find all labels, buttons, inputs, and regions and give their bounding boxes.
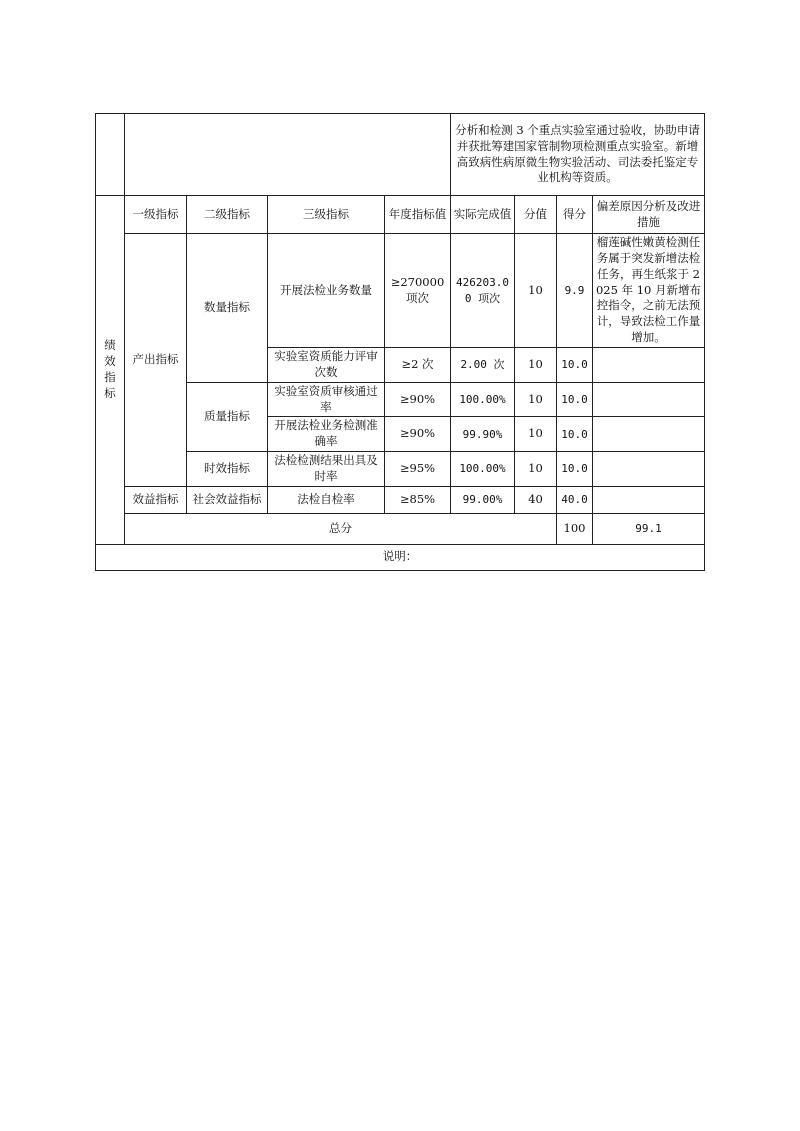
table-row bbox=[96, 382, 705, 417]
weight-cell: 40 bbox=[515, 486, 557, 513]
header-annual-target: 年度指标值 bbox=[385, 196, 451, 234]
indicator-cell: 开展法检业务检测准确率 bbox=[268, 417, 385, 452]
score-cell: 9.9 bbox=[557, 234, 593, 348]
group-output: 产出指标 bbox=[125, 234, 187, 487]
header-deviation: 偏差原因分析及改进措施 bbox=[593, 196, 705, 234]
empty-cell bbox=[125, 114, 451, 196]
footer-row bbox=[96, 544, 705, 570]
indicator-cell: 实验室资质审核通过率 bbox=[268, 382, 385, 417]
total-score: 99.1 bbox=[593, 513, 705, 544]
header-actual: 实际完成值 bbox=[451, 196, 515, 234]
total-row bbox=[96, 513, 705, 544]
actual-cell: 426203.00 项次 bbox=[451, 234, 515, 348]
weight-cell: 10 bbox=[515, 417, 557, 452]
indicator-cell: 法检自检率 bbox=[268, 486, 385, 513]
total-label: 总分 bbox=[125, 513, 557, 544]
total-weight: 100 bbox=[557, 513, 593, 544]
table-row bbox=[96, 486, 705, 513]
header-level2: 二级指标 bbox=[187, 196, 268, 234]
header-row bbox=[96, 196, 705, 234]
deviation-note bbox=[593, 348, 705, 383]
weight-cell: 10 bbox=[515, 382, 557, 417]
indicator-cell: 实验室资质能力评审次数 bbox=[268, 348, 385, 383]
actual-cell: 99.00% bbox=[451, 486, 515, 513]
header-weight: 分值 bbox=[515, 196, 557, 234]
weight-cell: 10 bbox=[515, 348, 557, 383]
weight-cell: 10 bbox=[515, 452, 557, 487]
target-cell: ≥270000 项次 bbox=[385, 234, 451, 348]
indicator-cell: 法检检测结果出具及时率 bbox=[268, 452, 385, 487]
group-social-benefit: 社会效益指标 bbox=[187, 486, 268, 513]
performance-table bbox=[95, 113, 705, 571]
section-label: 绩 效 指 标 bbox=[96, 196, 125, 545]
target-cell: ≥90% bbox=[385, 417, 451, 452]
target-cell: ≥90% bbox=[385, 382, 451, 417]
score-cell: 40.0 bbox=[557, 486, 593, 513]
deviation-note bbox=[593, 382, 705, 417]
group-timeliness: 时效指标 bbox=[187, 452, 268, 487]
table-row bbox=[96, 452, 705, 487]
target-cell: ≥95% bbox=[385, 452, 451, 487]
weight-cell: 10 bbox=[515, 234, 557, 348]
group-benefit: 效益指标 bbox=[125, 486, 187, 513]
deviation-note bbox=[593, 417, 705, 452]
header-level3: 三级指标 bbox=[268, 196, 385, 234]
footer-label: 说明： bbox=[96, 544, 705, 570]
group-quality: 质量指标 bbox=[187, 382, 268, 451]
score-cell: 10.0 bbox=[557, 452, 593, 487]
continuation-row bbox=[96, 114, 705, 196]
empty-cell bbox=[96, 114, 125, 196]
actual-cell: 99.90% bbox=[451, 417, 515, 452]
score-cell: 10.0 bbox=[557, 417, 593, 452]
group-quantity: 数量指标 bbox=[187, 234, 268, 383]
summary-text: 分析和检测 3 个重点实验室通过验收，协助申请并获批筹建国家管制物项检测重点实验室。新增高致病性病原微生物实验活动、司法委托鉴定专业机构等资质。 bbox=[451, 114, 705, 196]
target-cell: ≥2 次 bbox=[385, 348, 451, 383]
actual-cell: 100.00% bbox=[451, 452, 515, 487]
target-cell: ≥85% bbox=[385, 486, 451, 513]
indicator-cell: 开展法检业务数量 bbox=[268, 234, 385, 348]
header-score: 得分 bbox=[557, 196, 593, 234]
deviation-note: 榴莲碱性嫩黄检测任务属于突发新增法检任务，再生纸浆于 2025 年 10 月新增布控指令，之前无法预计，导致法检工作量增加。 bbox=[593, 234, 705, 348]
header-level1: 一级指标 bbox=[125, 196, 187, 234]
actual-cell: 100.00% bbox=[451, 382, 515, 417]
actual-cell: 2.00 次 bbox=[451, 348, 515, 383]
table-row bbox=[96, 234, 705, 348]
deviation-note bbox=[593, 452, 705, 487]
deviation-note bbox=[593, 486, 705, 513]
score-cell: 10.0 bbox=[557, 382, 593, 417]
score-cell: 10.0 bbox=[557, 348, 593, 383]
